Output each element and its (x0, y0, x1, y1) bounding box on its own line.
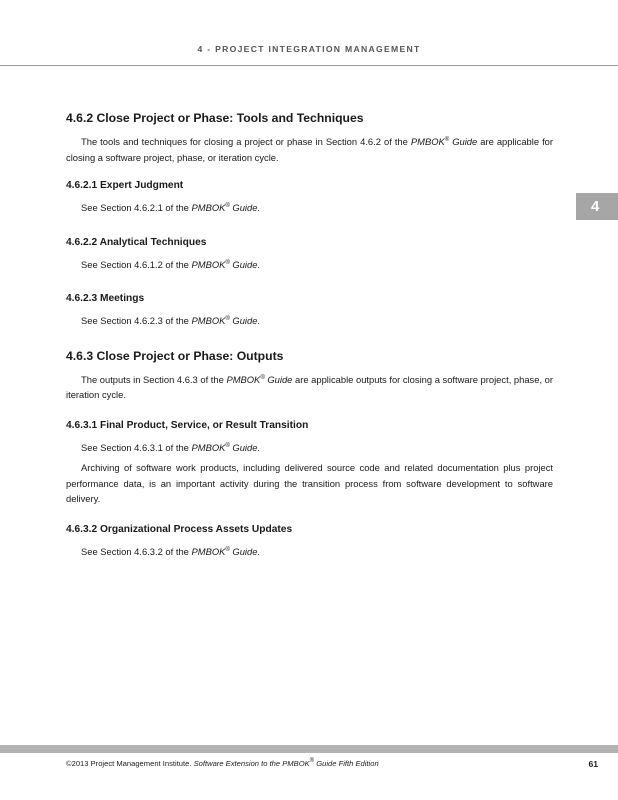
paragraph-4-6-2-3: See Section 4.6.2.3 of the PMBOK® Guide. (81, 315, 261, 326)
paragraph-archiving: Archiving of software work products, including delivered source code and related documentation plus project performance data, is an important activity during the transition process from software development to software delivery. (66, 462, 553, 504)
subsection-heading-4-6-3-1: 4.6.3.1 Final Product, Service, or Result Transition (66, 419, 309, 431)
page-content (66, 111, 553, 559)
running-header (0, 0, 618, 66)
subsection-heading-4-6-2-3: 4.6.2.3 Meetings (66, 293, 145, 304)
section-heading-4-6-3: 4.6.3 Close Project or Phase: Outputs (66, 348, 284, 363)
subsection-heading-4-6-2-1: 4.6.2.1 Expert Judgment (66, 180, 184, 191)
footer (66, 759, 598, 768)
running-header-title: 4 - PROJECT INTEGRATION MANAGEMENT (197, 44, 421, 54)
footer-book-title: Software Extension to the PMBOK® Guide Fifth Edition (193, 758, 379, 768)
subsection-heading-4-6-3-2: 4.6.3.2 Organizational Process Assets Updates (66, 523, 293, 535)
footer-copyright: ©2013 Project Management Institute. (66, 759, 194, 768)
chapter-tab: 4 (576, 193, 618, 220)
paragraph-4-6-3: The outputs in Section 4.6.3 of the PMBOK® Guide are applicable outputs for closing a software project, phase, or iteration cycle. (66, 373, 553, 400)
subsection-heading-4-6-2-2: 4.6.2.2 Analytical Techniques (66, 236, 207, 248)
section-heading-4-6-2: 4.6.2 Close Project or Phase: Tools and Techniques (66, 111, 364, 125)
paragraph-4-6-2-1: See Section 4.6.2.1 of the PMBOK® Guide. (81, 202, 261, 213)
paragraph-4-6-2: The tools and techniques for closing a project or phase in Section 4.6.2 of the PMBOK® Guide are applicable for closing a software project, phase, or iteration cycle. (66, 136, 554, 163)
page-number: 61 (588, 759, 598, 769)
paragraph-4-6-3-2: See Section 4.6.3.2 of the PMBOK® Guide. (81, 545, 261, 557)
paragraph-4-6-3-1: See Section 4.6.3.1 of the PMBOK® Guide. (81, 441, 261, 453)
footer-bar (0, 745, 618, 753)
paragraph-4-6-2-2: See Section 4.6.1.2 of the PMBOK® Guide. (81, 258, 261, 270)
